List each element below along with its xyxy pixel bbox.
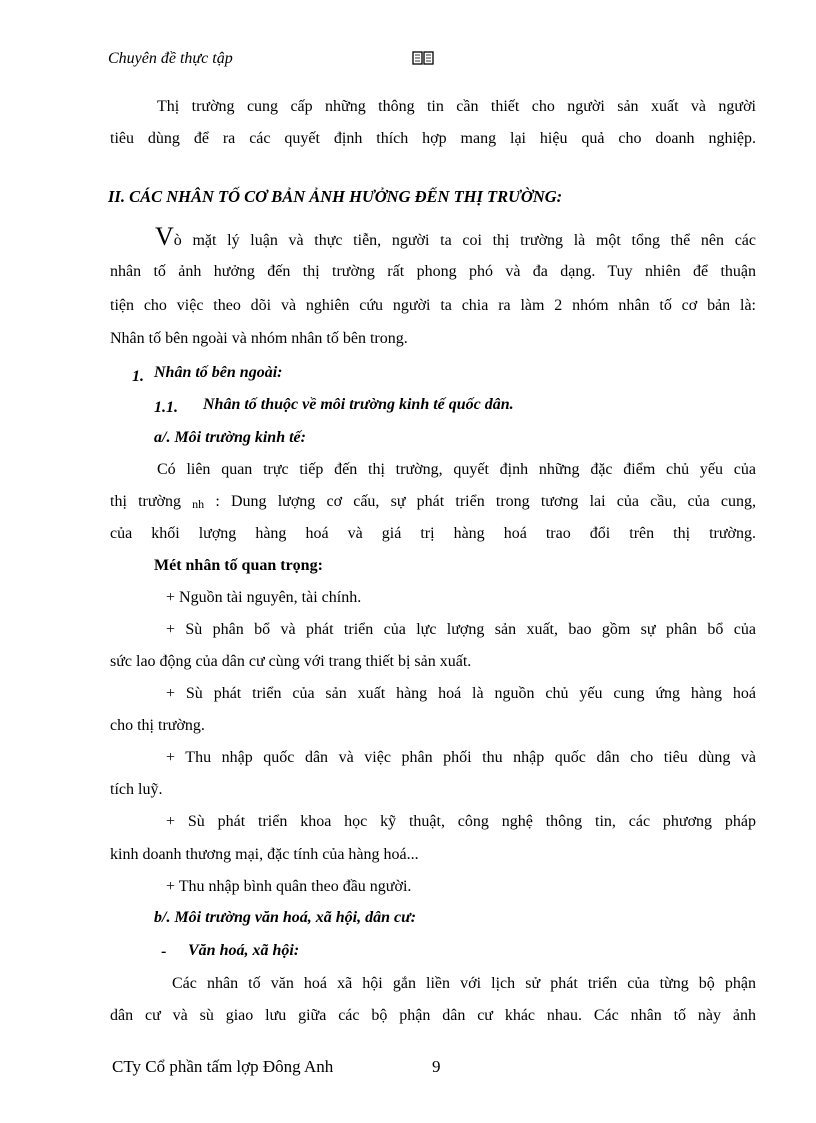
footer-page-number: 9 — [432, 1057, 441, 1076]
bullet-6: + Thu nhập bình quân theo đầu người. — [166, 878, 412, 895]
bullet-5-line1: + Sù phát triển khoa học kỹ thuật, công nghệ thông tin, các phương pháp — [166, 813, 756, 830]
book-icon — [412, 50, 434, 66]
paragraph2-line1 — [155, 224, 756, 250]
heading-b: b/. Môi trường văn hoá, xã hội, dân cư: — [154, 909, 417, 926]
paragraph2-line1-rest: ò mặt lý luận và thực tiễn, người ta coi thị trường là một tổng thể nên các — [173, 232, 756, 249]
bullet-3-line2: cho thị trường. — [110, 717, 205, 734]
heading-a: a/. Môi trường kinh tế: — [154, 429, 306, 446]
bullet-4-line1: + Thu nhập quốc dân và việc phân phối thu nhập quốc dân cho tiêu dùng và — [166, 749, 756, 766]
paragraph3-line1: Có liên quan trực tiếp đến thị trường, quyết định những đặc điểm chủ yếu của — [157, 461, 756, 478]
bullet-1: + Nguồn tài nguyên, tài chính. — [166, 589, 362, 606]
dash-bullet: - — [161, 943, 167, 960]
bullet-2-line1: + Sù phân bổ và phát triển của lực lượng sản xuất, bao gồm sự phân bổ của — [166, 621, 756, 638]
paragraph2-line3: tiện cho việc theo dõi và nghiên cứu người ta chia ra làm 2 nhóm nhân tố cơ bản là: — [110, 297, 756, 314]
footer-company: CTy Cổ phần tấm lợp Đông Anh — [112, 1057, 334, 1076]
bullet-3-line1: + Sù phát triển của sản xuất hàng hoá là nguồn chủ yếu cung ứng hàng hoá — [166, 685, 756, 702]
dash-heading-text: Văn hoá, xã hội: — [188, 942, 300, 959]
paragraph1-line1: Thị trường cung cấp những thông tin cần thiết cho người sản xuất và người — [157, 98, 756, 115]
paragraph3-line2-small: nh — [192, 497, 205, 511]
bullet-2-line2: sức lao động của dân cư cùng với trang thiết bị sản xuất. — [110, 653, 472, 670]
header-title: Chuyên đề thực tập — [108, 50, 233, 67]
bullet-5-line2: kinh doanh thương mại, đặc tính của hàng hoá... — [110, 846, 419, 863]
paragraph2-line4: Nhân tố bên ngoài và nhóm nhân tố bên trong. — [110, 330, 408, 347]
heading11-number: 1.1. — [154, 399, 178, 416]
paragraph3-line2 — [110, 493, 756, 511]
dropcap: V — [155, 222, 174, 251]
paragraph3-line3: của khối lượng hàng hoá và giá trị hàng hoá trao đổi trên thị trường. — [110, 525, 756, 542]
paragraph1-line2: tiêu dùng để ra các quyết định thích hợp mang lại hiệu quả cho doanh nghiệp. — [110, 130, 756, 147]
bullet-4-line2: tích luỹ. — [110, 781, 163, 798]
heading1-text: Nhân tố bên ngoài: — [154, 364, 283, 381]
subheading: Mét nhân tố quan trọng: — [154, 557, 323, 574]
heading1-number: 1. — [132, 368, 144, 385]
section2-heading: II. CÁC NHÂN TỐ CƠ BẢN ẢNH HƯỞNG ĐẾN THỊ TRƯỜNG: — [108, 187, 563, 206]
paragraph4-line1: Các nhân tố văn hoá xã hội gắn liền với lịch sử phát triển của từng bộ phận — [172, 975, 756, 992]
paragraph2-line2: nhân tố ảnh hưởng đến thị trường rất phong phó và đa dạng. Tuy nhiên để thuận — [110, 263, 756, 280]
heading11-text: Nhân tố thuộc về môi trường kinh tế quốc dân. — [203, 396, 514, 413]
paragraph3-line2-post: : Dung lượng cơ cấu, sự phát triển trong tương lai của cầu, của cung, — [215, 493, 757, 510]
paragraph3-line2-pre: thị trường — [110, 493, 181, 510]
paragraph4-line2: dân cư và sù giao lưu giữa các bộ phận dân cư khác nhau. Các nhân tố này ảnh — [110, 1007, 756, 1024]
